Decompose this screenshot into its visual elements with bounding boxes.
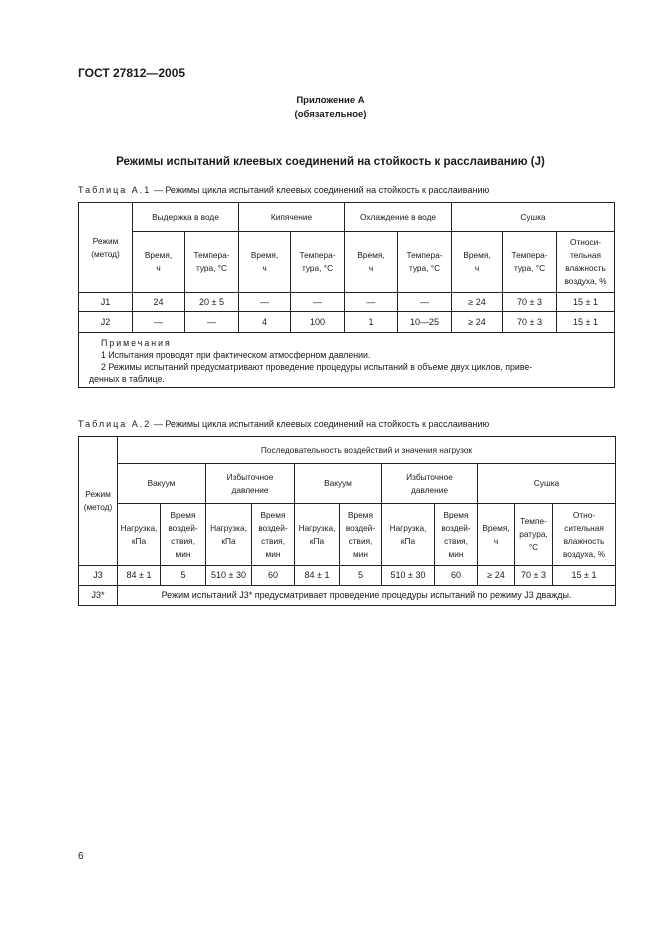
annex-title [0, 94, 661, 122]
column-header: Время воздей- ствия, мин [435, 504, 478, 566]
column-header: Темпера- тура, °С [291, 232, 345, 293]
group-header: Сушка [452, 203, 615, 232]
table-cell: 15 ± 1 [553, 566, 616, 586]
table1-caption-label: Таблица А.1 [78, 185, 152, 195]
table-cell: 60 [252, 566, 295, 586]
footnote-mode: J3* [79, 586, 118, 606]
table-cell: 4 [239, 312, 291, 333]
group-header: Избыточное давление [382, 464, 478, 504]
sequence-header: Последовательность воздействий и значения нагрузок [118, 437, 616, 464]
table2 [78, 436, 616, 606]
annex-status: (обязательное) [294, 109, 367, 120]
column-header: Темпера- тура, °С [503, 232, 557, 293]
group-header: Кипячение [239, 203, 345, 232]
group-header: Избыточное давление [206, 464, 295, 504]
group-header: Охлаждение в воде [345, 203, 452, 232]
group-header: Вакуум [295, 464, 382, 504]
column-header: Время воздей- ствия, мин [340, 504, 382, 566]
table-cell: — [398, 293, 452, 312]
table-cell: 20 ± 5 [185, 293, 239, 312]
group-header: Сушка [478, 464, 616, 504]
table-cell: — [345, 293, 398, 312]
table1-notes [79, 333, 615, 388]
page-number: 6 [78, 851, 84, 862]
column-header: Нагрузка, кПа [118, 504, 161, 566]
column-header: Отно- сительная влажность воздуха, % [553, 504, 616, 566]
group-header: Вакуум [118, 464, 206, 504]
column-header: Нагрузка, кПа [382, 504, 435, 566]
table-cell: 100 [291, 312, 345, 333]
note-2-continued: денных в таблице. [89, 374, 165, 384]
table-cell: 70 ± 3 [503, 312, 557, 333]
document-id: ГОСТ 27812—2005 [78, 66, 186, 80]
column-header: Нагрузка, кПа [206, 504, 252, 566]
column-header: Время воздей- ствия, мин [252, 504, 295, 566]
column-header: Время, ч [452, 232, 503, 293]
table1 [78, 202, 615, 388]
column-header: Нагрузка, кПа [295, 504, 340, 566]
table2-caption-text: — Режимы цикла испытаний клеевых соединений на стойкость к расслаиванию [151, 419, 490, 429]
table-cell: 15 ± 1 [557, 312, 615, 333]
mode-header: Режим (метод) [79, 203, 133, 293]
table-cell: 510 ± 30 [382, 566, 435, 586]
table-cell: 10—25 [398, 312, 452, 333]
table-cell: J1 [79, 293, 133, 312]
column-header: Относи- тельная влажность воздуха, % [557, 232, 615, 293]
table-cell: ≥ 24 [452, 312, 503, 333]
column-header: Время, ч [133, 232, 185, 293]
column-header: Темпера- тура, °С [185, 232, 239, 293]
table2-caption [78, 419, 489, 429]
table-cell: 1 [345, 312, 398, 333]
column-header: Темпе- ратура, °С [515, 504, 553, 566]
column-header: Время, ч [239, 232, 291, 293]
note-2: 2 Режимы испытаний предусматривают проведение процедуры испытаний в объеме двух циклов, приве- [101, 362, 533, 372]
table-cell: 510 ± 30 [206, 566, 252, 586]
footnote-text: Режим испытаний J3* предусматривает проведение процедуры испытаний по режиму J3 дважды. [118, 586, 616, 606]
column-header: Время, ч [478, 504, 515, 566]
table-row [79, 293, 615, 312]
table-cell: 84 ± 1 [295, 566, 340, 586]
table-row [79, 566, 616, 586]
table1-caption-text: — Режимы цикла испытаний клеевых соединений на стойкость к расслаиванию [151, 185, 490, 195]
table-row [79, 586, 616, 606]
table-row [79, 312, 615, 333]
column-header: Время, ч [345, 232, 398, 293]
mode-header: Режим (метод) [79, 437, 118, 566]
table-cell: 15 ± 1 [557, 293, 615, 312]
table-cell: 24 [133, 293, 185, 312]
table2-caption-label: Таблица А.2 [78, 419, 152, 429]
column-header: Темпера- тура, °С [398, 232, 452, 293]
table-cell: ≥ 24 [452, 293, 503, 312]
table-cell: — [239, 293, 291, 312]
table-cell: J3 [79, 566, 118, 586]
group-header: Выдержка в воде [133, 203, 239, 232]
table-cell: 70 ± 3 [503, 293, 557, 312]
annex-label: Приложение А [296, 95, 365, 106]
section-heading: Режимы испытаний клеевых соединений на стойкость к расслаиванию (J) [116, 156, 545, 168]
table-cell: 70 ± 3 [515, 566, 553, 586]
table-cell: J2 [79, 312, 133, 333]
table-cell: — [185, 312, 239, 333]
table-cell: 84 ± 1 [118, 566, 161, 586]
table-cell: — [133, 312, 185, 333]
column-header: Время воздей- ствия, мин [161, 504, 206, 566]
table-cell: — [291, 293, 345, 312]
table-cell: 5 [340, 566, 382, 586]
table-cell: 5 [161, 566, 206, 586]
table-cell: 60 [435, 566, 478, 586]
table-cell: ≥ 24 [478, 566, 515, 586]
note-1: 1 Испытания проводят при фактическом атмосферном давлении. [101, 350, 371, 360]
table1-caption [78, 185, 489, 195]
notes-title: Примечания [101, 338, 172, 348]
